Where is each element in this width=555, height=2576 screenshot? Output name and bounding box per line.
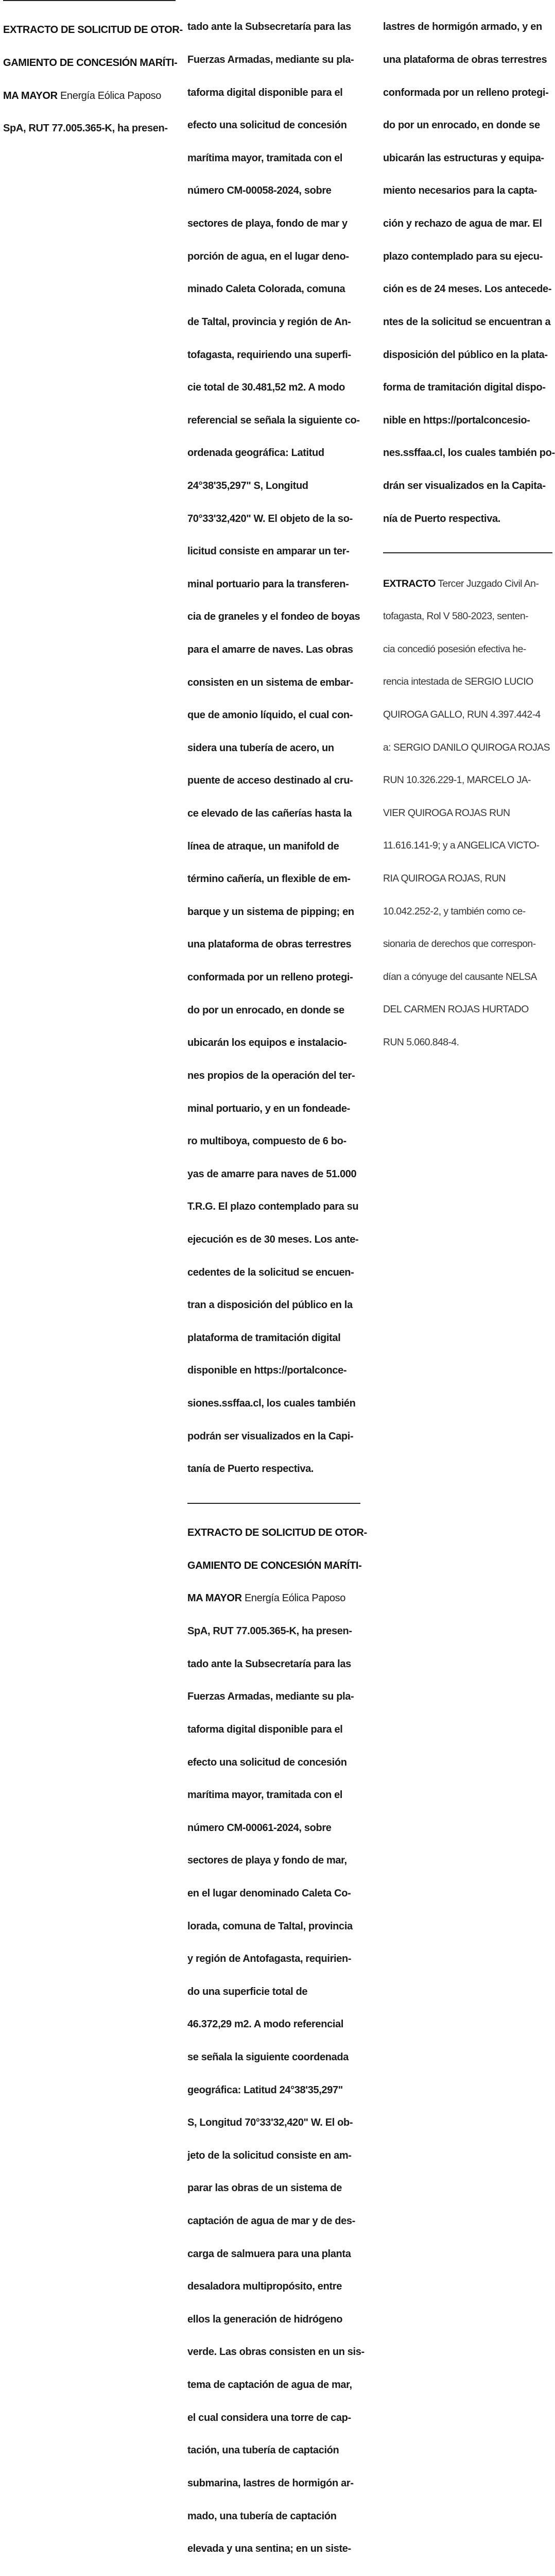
text-line: verde. Las obras consisten en un sis-: [187, 2346, 365, 2358]
text-line: SpA, RUT 77.005.365-K, ha presen-: [187, 1625, 352, 1637]
text-line: podrán ser visualizados en la Capi-: [187, 1430, 354, 1442]
text-line: QUIROGA GALLO, RUN 4.397.442-4: [383, 709, 541, 720]
text-line: MA MAYOR Energía Eólica Paposo: [187, 1592, 346, 1604]
text-line: ellos la generación de hidrógeno: [187, 2313, 343, 2325]
text-line: submarina, lastres de hormigón ar-: [187, 2477, 354, 2489]
text-line: MA MAYOR Energía Eólica Paposo: [3, 90, 162, 101]
text-line: VIER QUIROGA ROJAS RUN: [383, 807, 510, 819]
text-line: ejecución es de 30 meses. Los ante-: [187, 1233, 359, 1245]
text-line: 46.372,29 m2. A modo referencial: [187, 2019, 344, 2030]
text-line: tran a disposición del público en la: [187, 1299, 353, 1311]
notice-1-part-2: [187, 0, 360, 1497]
notice-2-part-1: [187, 1504, 367, 2576]
text-line: parar las obras de un sistema de: [187, 2182, 342, 2194]
text-line: lorada, comuna de Taltal, provincia: [187, 1920, 353, 1932]
text-line: 70°33'32,420" W. El objeto de la so-: [187, 513, 353, 524]
text-line: ción y rechazo de agua de mar. El: [383, 218, 542, 230]
text-line: GAMIENTO DE CONCESIÓN MARÍTI-: [3, 57, 178, 69]
text-line: do por un enrocado, en donde se: [383, 120, 540, 131]
text-line: ubicarán los equipos e instalacio-: [187, 1037, 347, 1049]
text-line: RIA QUIROGA ROJAS, RUN: [383, 873, 506, 885]
text-line: yas de amarre para naves de 51.000: [187, 1168, 357, 1180]
text-line: tofagasta, Rol V 580-2023, senten-: [383, 611, 529, 622]
text-line: cia de graneles y el fondeo de boyas: [187, 611, 360, 623]
text-line: se señala la siguiente coordenada: [187, 2051, 349, 2063]
text-line: conformada por un relleno protegi-: [187, 972, 353, 984]
text-line: porción de agua, en el lugar deno-: [187, 250, 349, 262]
text-line: forma de tramitación digital dispo-: [383, 382, 546, 394]
text-line: drán ser visualizados en la Capita-: [383, 480, 546, 492]
text-line: desaladora multipropósito, entre: [187, 2281, 342, 2293]
notice-2-part-2: [383, 0, 555, 546]
text-line: marítima mayor, tramitada con el: [187, 152, 343, 164]
text-line: SpA, RUT 77.005.365-K, ha presen-: [3, 123, 168, 134]
text-line: efecto una solicitud de concesión: [187, 120, 347, 131]
text-line: 24°38'35,297" S, Longitud: [187, 480, 308, 492]
text-line: EXTRACTO Tercer Juzgado Civil An-: [383, 578, 539, 589]
text-line: ción es de 24 meses. Los antecede-: [383, 283, 552, 295]
text-line: cie total de 30.481,52 m2. A modo: [187, 382, 345, 394]
text-line: tado ante la Subsecretaría para las: [187, 1658, 351, 1670]
text-line: siones.ssffaa.cl, los cuales también: [187, 1398, 356, 1409]
text-line: marítima mayor, tramitada con el: [187, 1789, 343, 1801]
text-line: nible en https://portalconcesio-: [383, 414, 530, 426]
notice-3: [383, 553, 552, 1070]
text-line: plataforma de tramitación digital: [187, 1332, 341, 1344]
text-line: para el amarre de naves. Las obras: [187, 643, 353, 655]
text-line: sectores de playa y fondo de mar,: [187, 1855, 347, 1867]
text-line: do una superficie total de: [187, 1986, 308, 1997]
text-line: jeto de la solicitud consiste en am-: [187, 2149, 352, 2161]
text-line: taforma digital disponible para el: [187, 1723, 343, 1735]
text-line: 11.616.141-9; y a ANGELICA VICTO-: [383, 840, 540, 852]
text-line: barque y un sistema de pipping; en: [187, 906, 354, 918]
text-line: EXTRACTO DE SOLICITUD DE OTOR-: [187, 1527, 367, 1539]
text-line: T.R.G. El plazo contemplado para su: [187, 1201, 359, 1213]
text-line: a: SERGIO DANILO QUIROGA ROJAS: [383, 741, 550, 753]
text-line: consisten en un sistema de embar-: [187, 676, 353, 688]
text-line: tado ante la Subsecretaría para las: [187, 21, 351, 33]
text-line: geográfica: Latitud 24°38'35,297": [187, 2084, 343, 2096]
text-line: rencia intestada de SERGIO LUCIO: [383, 676, 533, 688]
text-line: elevada y una sentina; en un siste-: [187, 2543, 351, 2555]
text-line: RUN 10.326.229-1, MARCELO JA-: [383, 774, 531, 786]
text-line: nes.ssffaa.cl, los cuales también po-: [383, 447, 555, 459]
text-line: Fuerzas Armadas, mediante su pla-: [187, 1691, 354, 1703]
text-line: ce elevado de las cañerías hasta la: [187, 808, 352, 820]
text-line: ubicarán las estructuras y equipa-: [383, 152, 544, 164]
text-line: una plataforma de obras terrestres: [187, 939, 352, 951]
text-line: cedentes de la solicitud se encuen-: [187, 1266, 354, 1278]
text-line: sidera una tubería de acero, un: [187, 742, 334, 754]
text-line: una plataforma de obras terrestres: [383, 54, 547, 66]
text-line: carga de salmuera para una planta: [187, 2248, 351, 2260]
column-middle: [187, 0, 367, 2576]
text-line: el cual considera una torre de cap-: [187, 2412, 351, 2424]
text-line: nes propios de la operación del ter-: [187, 1070, 355, 1081]
text-line: efecto una solicitud de concesión: [187, 1756, 347, 1768]
text-line: 10.042.252-2, y también como ce-: [383, 905, 526, 917]
text-line: disposición del público en la plata-: [383, 349, 548, 361]
text-line: término cañería, un flexible de em-: [187, 873, 351, 885]
text-line: GAMIENTO DE CONCESIÓN MARÍTI-: [187, 1560, 362, 1571]
text-line: lastres de hormigón armado, y en: [383, 21, 542, 33]
text-line: do por un enrocado, en donde se: [187, 1004, 344, 1016]
text-line: referencial se señala la siguiente co-: [187, 414, 360, 426]
text-line: disponible en https://portalconce-: [187, 1365, 347, 1377]
text-line: taforma digital disponible para el: [187, 87, 343, 98]
text-line: cia concedió posesión efectiva he-: [383, 643, 526, 655]
text-line: mado, una tubería de captación: [187, 2510, 337, 2522]
text-line: plazo contemplado para su ejecu-: [383, 250, 543, 262]
text-line: minado Caleta Colorada, comuna: [187, 283, 345, 295]
text-line: puente de acceso destinado al cru-: [187, 775, 353, 787]
text-line: tación, una tubería de captación: [187, 2445, 339, 2456]
text-line: minal portuario para la transferen-: [187, 578, 349, 590]
text-line: tema de captación de agua de mar,: [187, 2379, 352, 2391]
text-line: ro multiboya, compuesto de 6 bo-: [187, 1136, 346, 1147]
text-line: número CM-00058-2024, sobre: [187, 185, 332, 197]
text-line: dían a cónyuge del causante NELSA: [383, 971, 537, 982]
text-line: nía de Puerto respectiva.: [383, 513, 501, 524]
text-line: Fuerzas Armadas, mediante su pla-: [187, 54, 354, 66]
text-line: RUN 5.060.848-4.: [383, 1037, 459, 1048]
text-line: en el lugar denominado Caleta Co-: [187, 1887, 351, 1899]
text-line: que de amonio líquido, el cual con-: [187, 709, 353, 721]
column-left: [3, 0, 183, 156]
text-line: licitud consiste en amparar un ter-: [187, 546, 350, 557]
text-line: tofagasta, requiriendo una superfi-: [187, 349, 351, 361]
text-line: línea de atraque, un manifold de: [187, 840, 339, 852]
text-line: tanía de Puerto respectiva.: [187, 1463, 314, 1475]
text-line: DEL CARMEN ROJAS HURTADO: [383, 1004, 529, 1015]
text-line: EXTRACTO DE SOLICITUD DE OTOR-: [3, 24, 183, 36]
text-line: S, Longitud 70°33'32,420" W. El ob-: [187, 2117, 353, 2129]
text-line: miento necesarios para la capta-: [383, 185, 537, 197]
text-line: y región de Antofagasta, requirien-: [187, 1953, 352, 1965]
text-line: número CM-00061-2024, sobre: [187, 1822, 332, 1834]
text-line: de Taltal, provincia y región de An-: [187, 316, 351, 328]
text-line: captación de agua de mar y de des-: [187, 2215, 355, 2227]
text-line: ordenada geográfica: Latitud: [187, 447, 324, 459]
text-line: conformada por un relleno protegi-: [383, 87, 549, 98]
text-line: ntes de la solicitud se encuentran a: [383, 316, 551, 328]
text-line: sionaria de derechos que correspon-: [383, 938, 536, 950]
column-right: [383, 0, 555, 1070]
text-line: sectores de playa, fondo de mar y: [187, 218, 348, 230]
text-line: minal portuario, y en un fondeade-: [187, 1103, 350, 1114]
notice-1-part-1: [3, 1, 183, 156]
